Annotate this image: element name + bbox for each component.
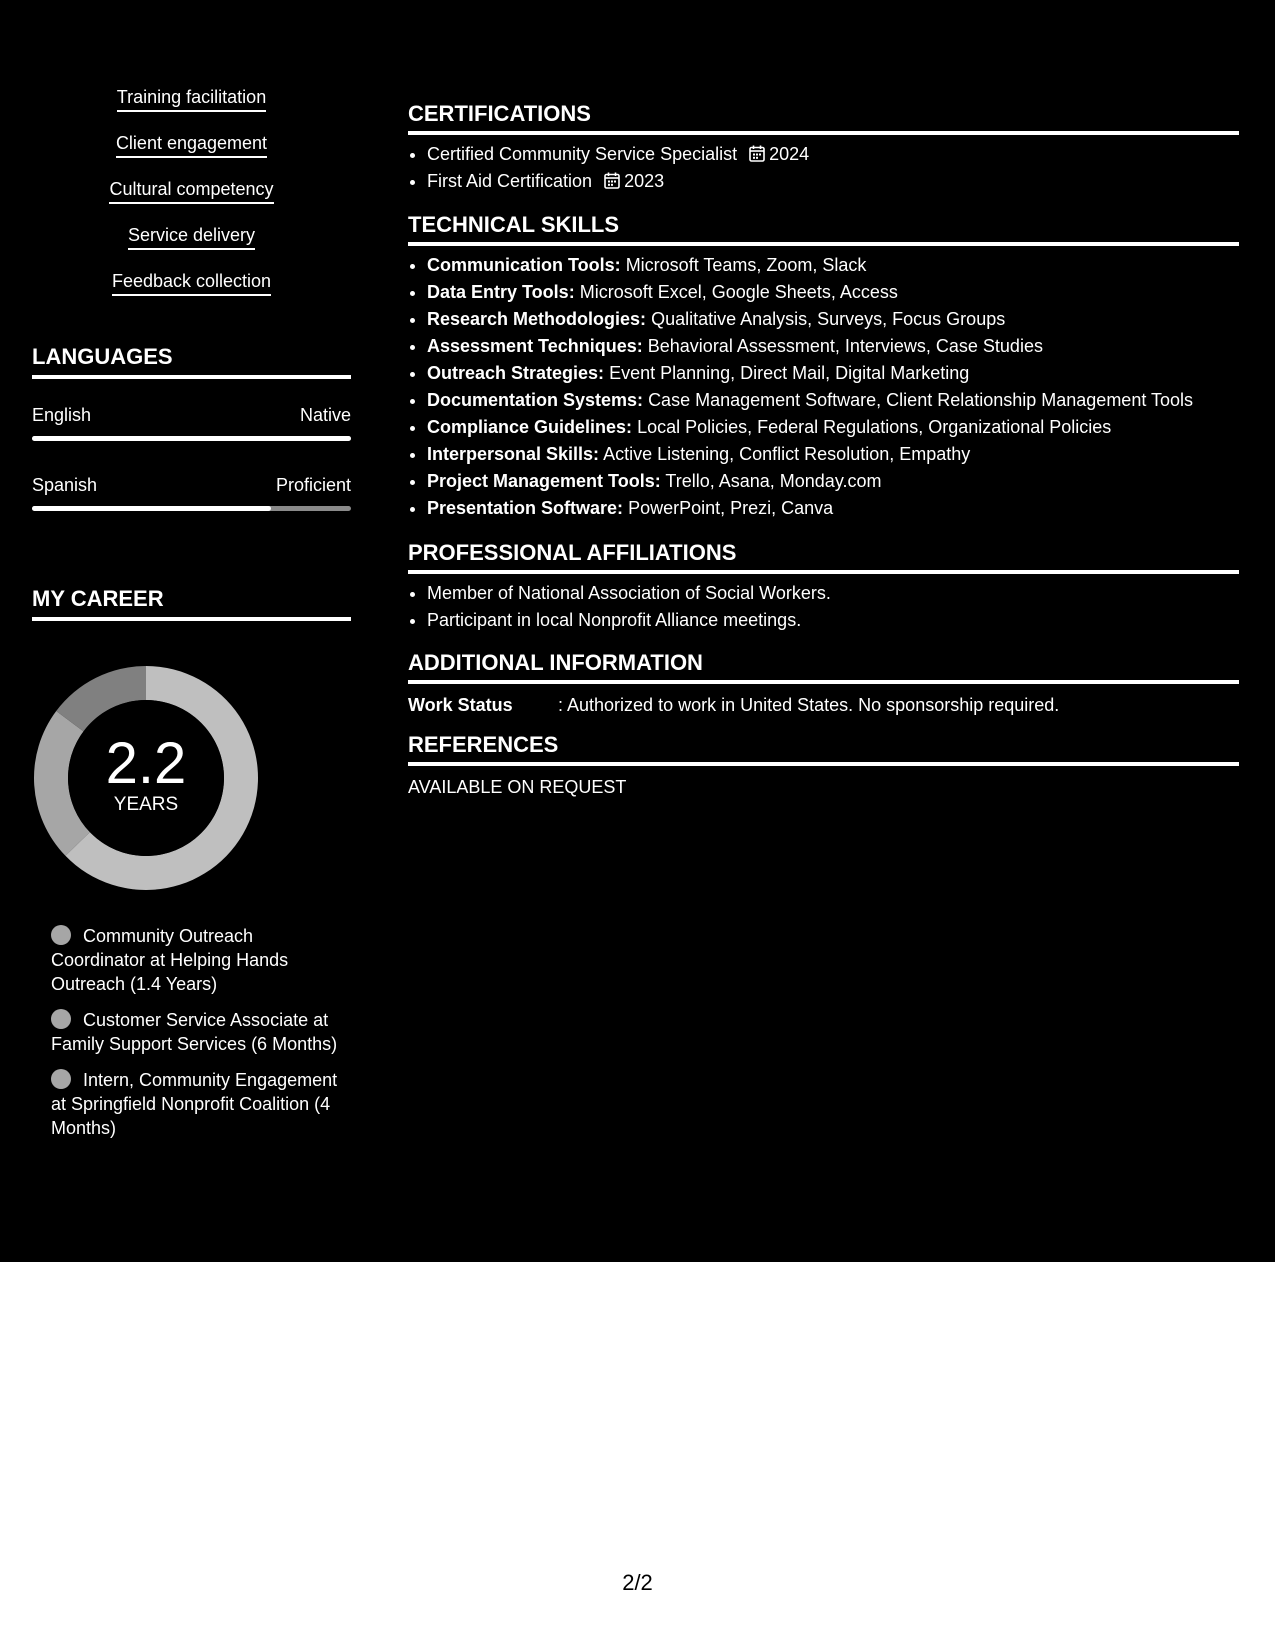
certification-item: • Certified Community Service Specialist 2024 — [427, 141, 1239, 168]
technical-skills-heading: TECHNICAL SKILLS — [408, 210, 1239, 246]
calendar-icon — [749, 145, 765, 162]
career-heading: MY CAREER — [32, 584, 351, 621]
skills-list — [32, 86, 351, 316]
career-total-years: 2.2 — [105, 731, 187, 796]
career-jobs-list — [51, 924, 351, 1152]
technical-skills-section — [408, 210, 1239, 522]
language-name: English — [32, 405, 92, 425]
career-heading-block — [32, 584, 351, 621]
language-level: Native — [299, 405, 351, 425]
technical-skill-item: • Project Management Tools: Trello, Asana, Monday.com — [427, 468, 1239, 495]
work-status-label: Work Status — [408, 695, 513, 715]
certifications-section — [408, 99, 1239, 195]
references-section — [408, 730, 1239, 798]
skill-tag: Client engagement — [116, 132, 267, 158]
skill-tag: Cultural competency — [109, 178, 273, 204]
career-job-item: Customer Service Associate at Family Support Services (6 Months) — [51, 1010, 338, 1054]
language-name: Spanish — [32, 475, 98, 495]
dot-icon — [51, 1009, 71, 1029]
page-number: 2/2 — [622, 1570, 653, 1595]
technical-skill-item: • Compliance Guidelines: Local Policies, Federal Regulations, Organizational Policies — [427, 414, 1239, 441]
language-proficiency-fill — [32, 506, 271, 511]
technical-skill-item: • Documentation Systems: Case Management Software, Client Relationship Management Tools — [427, 387, 1239, 414]
technical-skill-item: • Research Methodologies: Qualitative Analysis, Surveys, Focus Groups — [427, 306, 1239, 333]
skill-tag: Feedback collection — [112, 270, 271, 296]
certification-item: • First Aid Certification 2023 — [427, 168, 1239, 195]
certifications-list — [408, 141, 1239, 195]
dot-icon — [51, 1069, 71, 1089]
technical-skill-item: • Assessment Techniques: Behavioral Assessment, Interviews, Case Studies — [427, 333, 1239, 360]
language-proficiency-bar — [32, 436, 351, 441]
languages-heading-block — [32, 342, 351, 379]
technical-skills-list — [408, 252, 1239, 522]
career-donut-center — [34, 666, 258, 890]
languages-heading: LANGUAGES — [32, 342, 351, 379]
affiliation-item: • Participant in local Nonprofit Alliance meetings. — [427, 607, 1239, 634]
references-text: AVAILABLE ON REQUEST — [408, 777, 627, 797]
technical-skill-item: • Interpersonal Skills: Active Listening, Conflict Resolution, Empathy — [427, 441, 1239, 468]
career-job-item: Intern, Community Engagement at Springfield Nonprofit Coalition (4 Months) — [51, 1070, 338, 1138]
language-level: Proficient — [275, 475, 351, 495]
work-status-value: : Authorized to work in United States. No sponsorship required. — [558, 695, 1060, 715]
technical-skill-item: • Data Entry Tools: Microsoft Excel, Google Sheets, Access — [427, 279, 1239, 306]
calendar-icon — [604, 172, 620, 189]
work-status-row — [408, 694, 1239, 716]
affiliations-section — [408, 538, 1239, 634]
career-total-unit: YEARS — [113, 794, 179, 815]
certifications-heading: CERTIFICATIONS — [408, 99, 1239, 135]
technical-skill-item: • Outreach Strategies: Event Planning, Direct Mail, Digital Marketing — [427, 360, 1239, 387]
dot-icon — [51, 925, 71, 945]
technical-skill-item: • Presentation Software: PowerPoint, Prezi, Canva — [427, 495, 1239, 522]
language-spanish — [32, 474, 351, 511]
additional-info-section — [408, 648, 1239, 716]
career-job-item: Community Outreach Coordinator at Helping Hands Outreach (1.4 Years) — [51, 926, 289, 994]
language-proficiency-fill — [32, 436, 351, 441]
language-proficiency-bar — [32, 506, 351, 511]
affiliations-list — [408, 580, 1239, 634]
affiliations-heading: PROFESSIONAL AFFILIATIONS — [408, 538, 1239, 574]
skill-tag: Service delivery — [128, 224, 255, 250]
technical-skill-item: • Communication Tools: Microsoft Teams, Zoom, Slack — [427, 252, 1239, 279]
additional-info-heading: ADDITIONAL INFORMATION — [408, 648, 1239, 684]
affiliation-item: • Member of National Association of Social Workers. — [427, 580, 1239, 607]
language-english — [32, 404, 351, 441]
skill-tag: Training facilitation — [117, 86, 266, 112]
references-heading: REFERENCES — [408, 730, 1239, 766]
